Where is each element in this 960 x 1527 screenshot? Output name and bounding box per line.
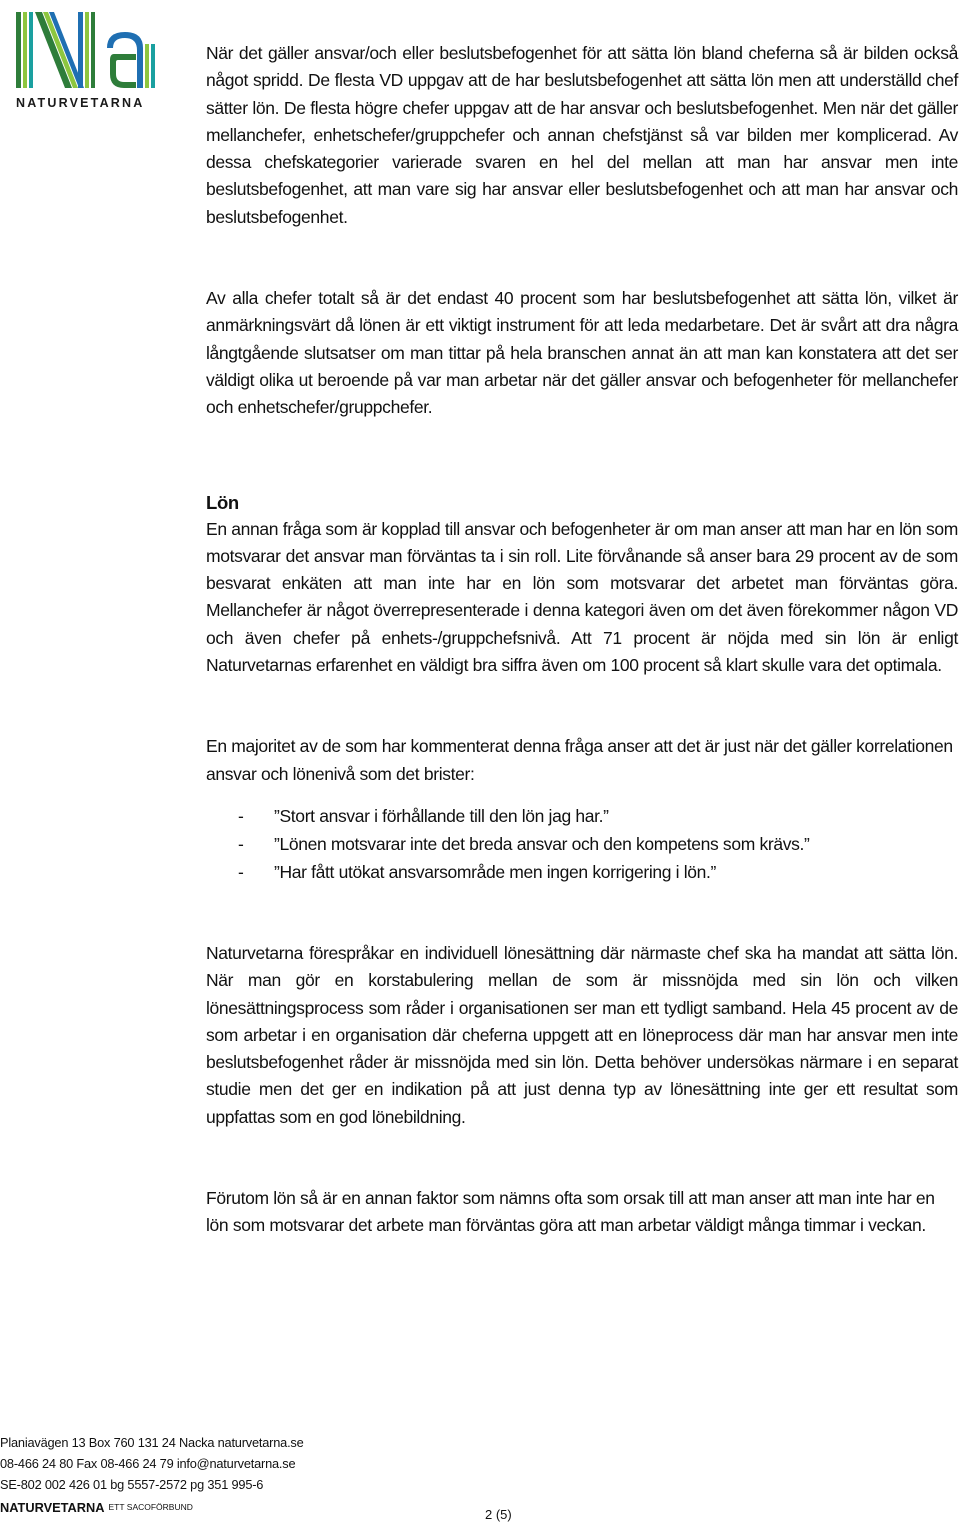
list-item: - ”Lönen motsvarar inte det breda ansvar och den kompetens som krävs.” xyxy=(238,833,810,854)
footer-phone: 08-466 24 80 Fax 08-466 24 79 info@naturvetarna.se xyxy=(0,1456,296,1471)
paragraph-majoritet: En majoritet av de som har kommenterat denna fråga anser att det är just när det gäller korrelationen ansvar och lönenivå som det brister: xyxy=(206,736,953,784)
footer-org-sub: ETT SACOFÖRBUND xyxy=(108,1502,193,1512)
logo-mark-icon xyxy=(12,4,162,96)
naturvetarna-logo xyxy=(12,4,162,112)
document-body xyxy=(206,40,958,1240)
list-item: - ”Stort ansvar i förhållande till den lön jag har.” xyxy=(238,805,609,826)
paragraph-lon: En annan fråga som är kopplad till ansvar och befogenheter är om man anser att man har en lön som motsvarar det ansvar man förväntas ta i sin roll. Lite förvånande så anser bara 29 procent av de som besvarat enkäten att man inte har en lön som motsvarar det arbetet man förväntas göra. Mellanchefer är något överrepresenterade i denna kategori även om det även förekommer någon VD och även chefer på enhets-/gruppchefsnivå. Att 71 procent är nöjda med sin lön är enligt Naturvetarnas erfarenhet en väldigt bra siffra även om 100 procent så klart skulle vara det optimala. xyxy=(206,518,958,676)
page-number: 2 (5) xyxy=(485,1507,512,1522)
paragraph-forutom: Förutom lön så är en annan faktor som nämns ofta som orsak till att man anser att man inte har en lön som motsvarar det arbete man förväntas göra att man arbetar väldigt många timmar i veckan. xyxy=(206,1188,935,1236)
section-heading-lon: Lön xyxy=(206,491,239,513)
page-footer xyxy=(0,1432,400,1518)
paragraph-lonesattning: Naturvetarna förespråkar en individuell lönesättning där närmaste chef ska ha mandat att sätta lön. När man gör en korstabulering mellan de som är missnöjda med sin lön och vilken lönesättningsprocess som råder i organisationen ser man ett tydligt samband. Hela 45 procent av de som arbetar i en organisation där cheferna uppgett att en löneprocess där man har ansvar men inte beslutsbefogenhet råder är missnöjda med sin lön. Detta behöver undersökas närmare i en separat studie men det ger en indikation på att just denna typ av lönesättning inte ger ett resultat som uppfattas som en god lönebildning. xyxy=(206,942,958,1127)
footer-org-name: NATURVETARNA xyxy=(0,1500,105,1515)
footer-registration: SE-802 002 426 01 bg 5557-2572 pg 351 995-6 xyxy=(0,1477,264,1492)
footer-brand xyxy=(0,1497,400,1518)
paragraph-beslutsbefogenhet: Av alla chefer totalt så är det endast 40 procent som har beslutsbefogenhet att sätta lön, vilket är anmärkningsvärt då lönen är ett viktigt instrument för att leda medarbetare. Det är svårt att dra några långtgående slutsatser om man tittar på hela branschen annat än att man kan konstatera att det ser väldigt olika ut beroende på var man arbetar när det gäller ansvar och befogenheter för mellanchefer och enhetschefer/gruppchefer. xyxy=(206,288,958,418)
paragraph-ansvar: När det gäller ansvar/och eller beslutsbefogenhet för att sätta lön bland cheferna så är bilden också något spridd. De flesta VD uppgav att de har beslutsbefogenhet att sätta lön men att underställd chef sätter lön. De flesta högre chefer uppgav att de har ansvar och beslutsbefogenhet. Men när det gäller mellanchefer, enhetschefer/gruppchefer och annan chefstjänst så var bilden mer komplicerad. Av dessa chefskategorier varierade svaren en hel del mellan att man har ansvar men inte beslutsbefogenhet, att man vare sig har ansvar eller beslutsbefogenhet och att man har ansvar och beslutsbefogenhet. xyxy=(206,43,958,227)
quote-list xyxy=(206,802,958,886)
footer-address: Planiavägen 13 Box 760 131 24 Nacka naturvetarna.se xyxy=(0,1435,304,1450)
logo-wordmark: NATURVETARNA xyxy=(16,96,145,110)
list-item: - ”Har fått utökat ansvarsområde men ingen korrigering i lön.” xyxy=(238,861,716,882)
